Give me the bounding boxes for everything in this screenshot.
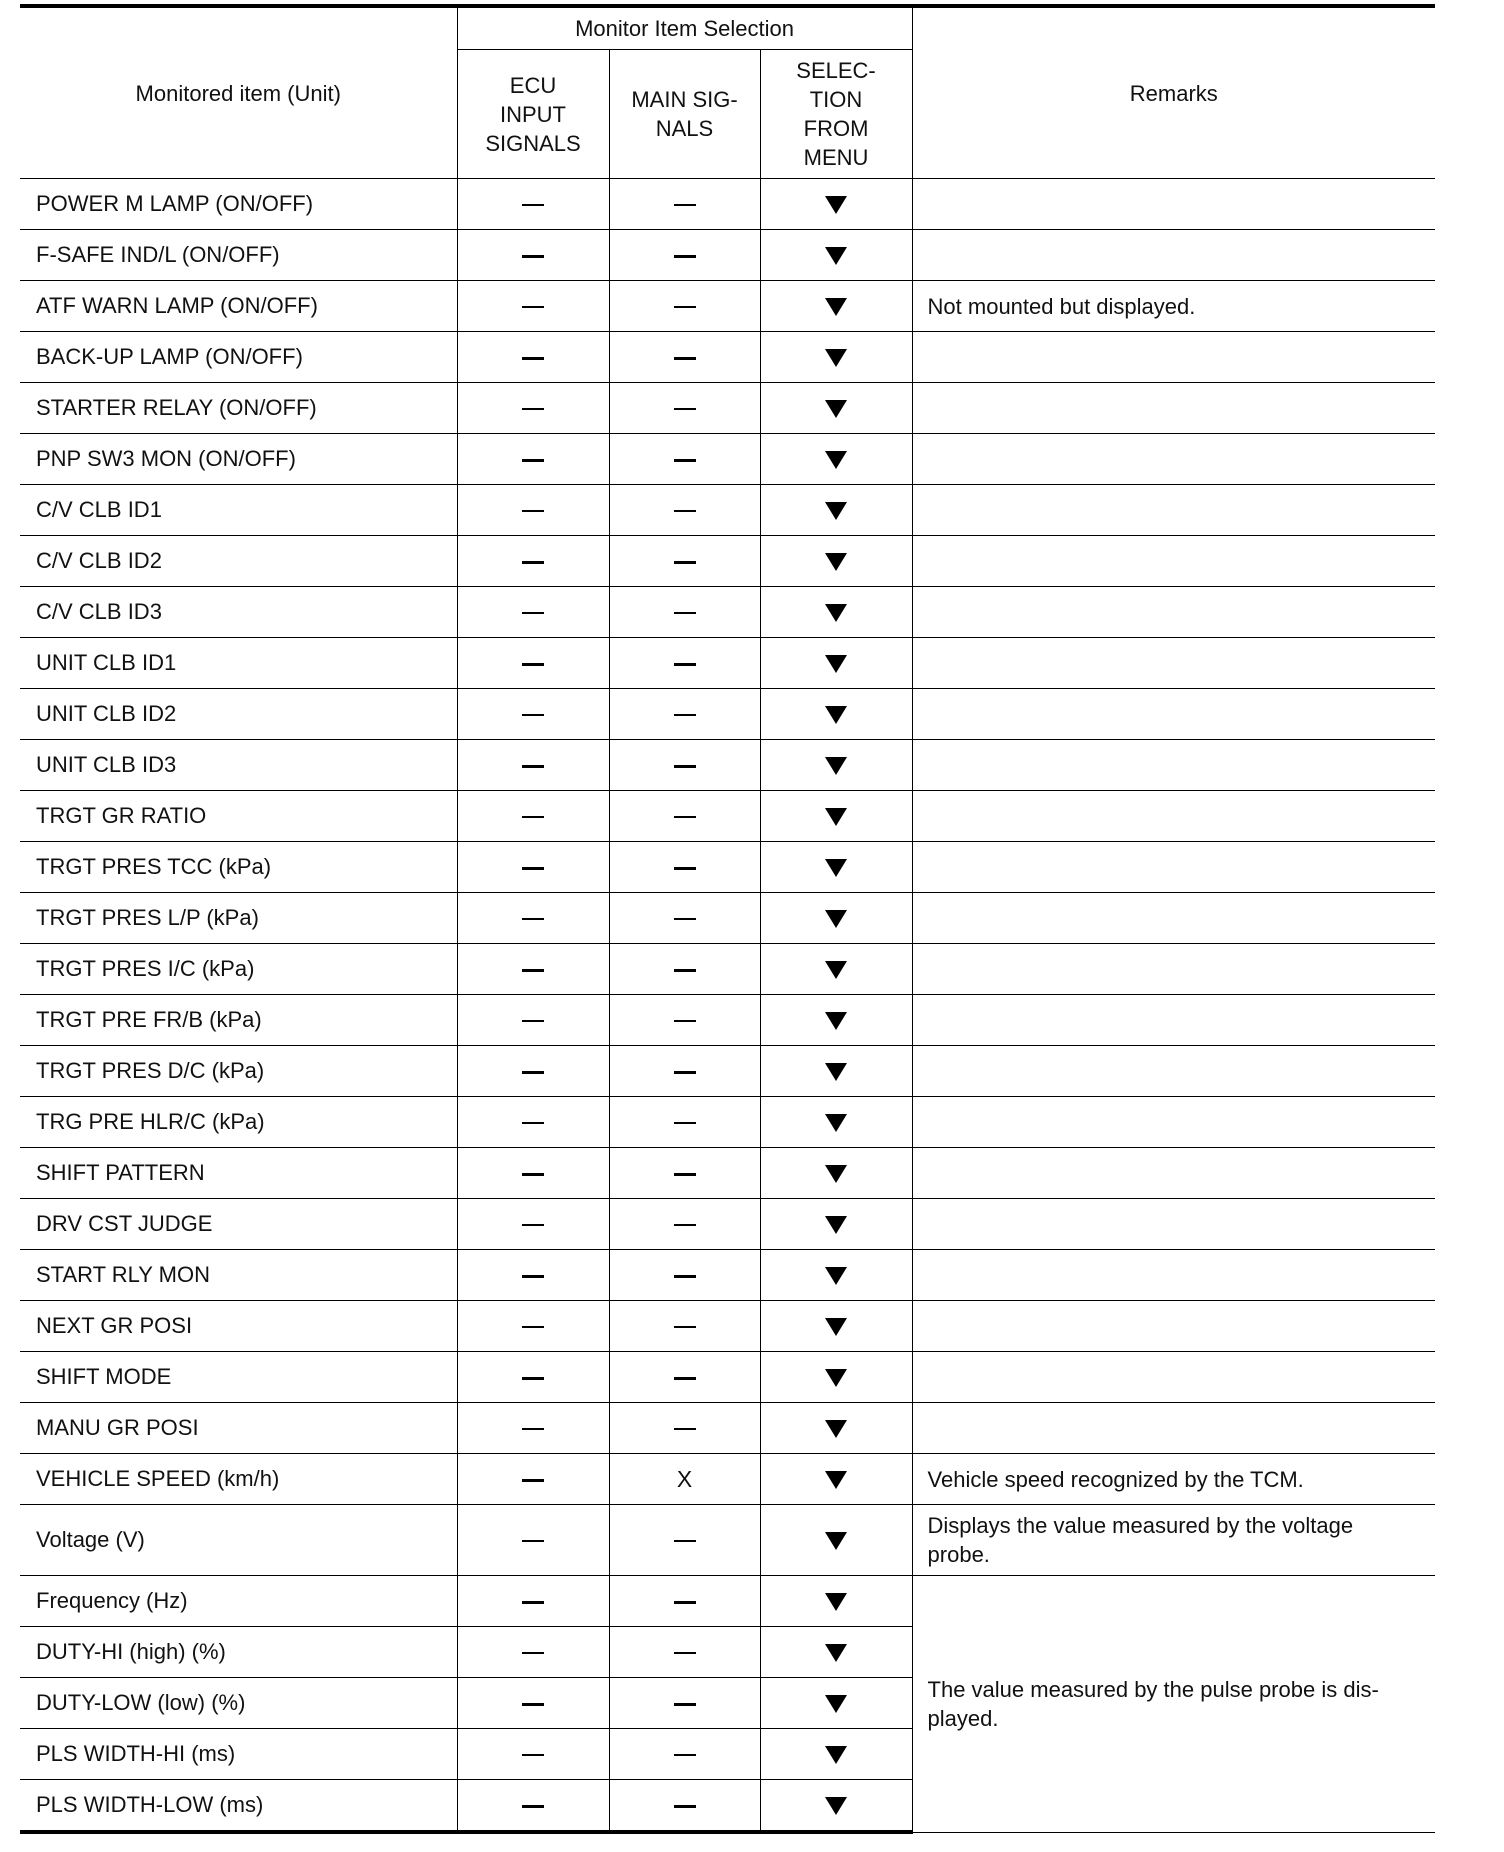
ecu-input-cell: [457, 1403, 609, 1454]
ecu-input-cell: [457, 1301, 609, 1352]
dash-mark: [522, 1754, 544, 1756]
selection-cell: [760, 740, 912, 791]
table-row: [20, 587, 1435, 638]
ecu-input-cell: [457, 689, 609, 740]
selection-cell: [760, 1097, 912, 1148]
dash-mark: [674, 918, 696, 920]
monitor-item-document: [20, 4, 1435, 1834]
down-triangle-icon: [825, 349, 847, 367]
monitored-item-cell: UNIT CLB ID1: [20, 638, 457, 689]
dash-mark: [522, 1020, 544, 1022]
monitored-item-cell: POWER M LAMP (ON/OFF): [20, 179, 457, 230]
ecu-input-cell: [457, 383, 609, 434]
down-triangle-icon: [825, 247, 847, 265]
main-signals-cell: [609, 842, 760, 893]
down-triangle-icon: [825, 502, 847, 520]
main-signals-cell: [609, 230, 760, 281]
dash-mark: [674, 969, 696, 972]
remarks-cell: [912, 485, 1435, 536]
table-row: [20, 1199, 1435, 1250]
table-row: [20, 1454, 1435, 1505]
remarks-cell: [912, 1199, 1435, 1250]
dash-mark: [674, 765, 696, 768]
selection-cell: [760, 1352, 912, 1403]
selection-cell: [760, 1576, 912, 1627]
remarks-cell: [912, 1352, 1435, 1403]
dash-mark: [674, 1377, 696, 1380]
remarks-cell: [912, 995, 1435, 1046]
monitored-item-cell: DUTY-LOW (low) (%): [20, 1678, 457, 1729]
main-signals-cell: [609, 1097, 760, 1148]
table-row: [20, 791, 1435, 842]
dash-mark: [522, 765, 544, 768]
remarks-cell: [912, 638, 1435, 689]
dash-mark: [674, 1805, 696, 1808]
down-triangle-icon: [825, 1318, 847, 1336]
ecu-input-cell: [457, 740, 609, 791]
monitored-item-cell: SHIFT PATTERN: [20, 1148, 457, 1199]
selection-cell: [760, 1729, 912, 1780]
header-monitored-item: Monitored item (Unit): [20, 6, 457, 179]
dash-mark: [522, 1703, 544, 1706]
table-row: [20, 740, 1435, 791]
table-body: [20, 179, 1435, 1833]
main-signals-cell: [609, 1250, 760, 1301]
monitored-item-cell: C/V CLB ID3: [20, 587, 457, 638]
selection-cell: [760, 893, 912, 944]
selection-cell: [760, 434, 912, 485]
dash-mark: [674, 357, 696, 360]
header-selection-label: SELEC- TION FROM MENU: [796, 58, 876, 170]
table-row: [20, 1576, 1435, 1627]
main-signals-cell: [609, 383, 760, 434]
table-row: [20, 1097, 1435, 1148]
ecu-input-cell: [457, 893, 609, 944]
remarks-cell: [912, 740, 1435, 791]
dash-mark: [522, 561, 544, 564]
header-ecu-input-label: ECU INPUT SIGNALS: [485, 72, 581, 156]
monitored-item-cell: TRGT PRES D/C (kPa): [20, 1046, 457, 1097]
dash-mark: [674, 306, 696, 308]
dash-mark: [522, 918, 544, 920]
selection-cell: [760, 1678, 912, 1729]
dash-mark: [674, 204, 696, 206]
down-triangle-icon: [825, 400, 847, 418]
dash-mark: [522, 357, 544, 360]
remarks-cell: [912, 383, 1435, 434]
selection-cell: [760, 1199, 912, 1250]
monitored-item-cell: PNP SW3 MON (ON/OFF): [20, 434, 457, 485]
remarks-cell: [912, 587, 1435, 638]
ecu-input-cell: [457, 1454, 609, 1505]
down-triangle-icon: [825, 196, 847, 214]
monitored-item-cell: STARTER RELAY (ON/OFF): [20, 383, 457, 434]
down-triangle-icon: [825, 757, 847, 775]
monitored-item-cell: MANU GR POSI: [20, 1403, 457, 1454]
dash-mark: [674, 1540, 696, 1542]
main-signals-cell: [609, 1352, 760, 1403]
main-signals-cell: [609, 1403, 760, 1454]
table-row: [20, 1403, 1435, 1454]
dash-mark: [522, 1326, 544, 1328]
dash-mark: [522, 969, 544, 972]
dash-mark: [522, 714, 544, 716]
dash-mark: [522, 1540, 544, 1542]
ecu-input-cell: [457, 1780, 609, 1833]
selection-cell: [760, 383, 912, 434]
dash-mark: [522, 1805, 544, 1808]
header-main-signals-label: MAIN SIG- NALS: [631, 87, 738, 141]
selection-cell: [760, 791, 912, 842]
down-triangle-icon: [825, 1369, 847, 1387]
table-row: [20, 1046, 1435, 1097]
selection-cell: [760, 1627, 912, 1678]
table-row: [20, 638, 1435, 689]
ecu-input-cell: [457, 332, 609, 383]
ecu-input-cell: [457, 1505, 609, 1576]
down-triangle-icon: [825, 553, 847, 571]
down-triangle-icon: [825, 808, 847, 826]
table-row: [20, 383, 1435, 434]
selection-cell: [760, 587, 912, 638]
remarks-cell: [912, 536, 1435, 587]
down-triangle-icon: [825, 1593, 847, 1611]
down-triangle-icon: [825, 1216, 847, 1234]
down-triangle-icon: [825, 1797, 847, 1815]
remarks-cell: [912, 230, 1435, 281]
main-signals-cell: [609, 587, 760, 638]
down-triangle-icon: [825, 1532, 847, 1550]
dash-mark: [674, 714, 696, 716]
main-signals-cell: [609, 434, 760, 485]
dash-mark: [674, 1020, 696, 1022]
monitored-item-cell: UNIT CLB ID3: [20, 740, 457, 791]
ecu-input-cell: [457, 1352, 609, 1403]
dash-mark: [674, 1326, 696, 1328]
selection-cell: [760, 1148, 912, 1199]
monitor-item-table: [20, 4, 1435, 1834]
dash-mark: [674, 867, 696, 870]
table-row: [20, 281, 1435, 332]
remarks-cell: [912, 1403, 1435, 1454]
down-triangle-icon: [825, 1644, 847, 1662]
remarks-cell: Not mounted but displayed.: [912, 281, 1435, 332]
table-row: [20, 179, 1435, 230]
down-triangle-icon: [825, 859, 847, 877]
down-triangle-icon: [825, 1165, 847, 1183]
down-triangle-icon: [825, 1420, 847, 1438]
down-triangle-icon: [825, 1063, 847, 1081]
dash-mark: [522, 306, 544, 308]
selection-cell: [760, 281, 912, 332]
ecu-input-cell: [457, 1678, 609, 1729]
table-header: [20, 6, 1435, 179]
x-mark: X: [676, 1465, 693, 1492]
header-monitor-item-selection: Monitor Item Selection: [457, 6, 912, 50]
down-triangle-icon: [825, 1267, 847, 1285]
dash-mark: [522, 816, 544, 818]
ecu-input-cell: [457, 281, 609, 332]
main-signals-cell: [609, 485, 760, 536]
selection-cell: [760, 1454, 912, 1505]
dash-mark: [674, 816, 696, 818]
main-signals-cell: [609, 1576, 760, 1627]
header-main-signals: [609, 50, 760, 179]
remarks-cell: [912, 1148, 1435, 1199]
dash-mark: [522, 612, 544, 614]
main-signals-cell: [609, 1729, 760, 1780]
ecu-input-cell: [457, 638, 609, 689]
remarks-cell: [912, 842, 1435, 893]
ecu-input-cell: [457, 1729, 609, 1780]
header-selection-from-menu: [760, 50, 912, 179]
table-row: [20, 485, 1435, 536]
table-row: [20, 944, 1435, 995]
monitored-item-cell: TRGT GR RATIO: [20, 791, 457, 842]
table-row: [20, 1301, 1435, 1352]
main-signals-cell: [609, 1678, 760, 1729]
header-ecu-input-signals: [457, 50, 609, 179]
table-row: [20, 332, 1435, 383]
down-triangle-icon: [825, 910, 847, 928]
selection-cell: [760, 1505, 912, 1576]
dash-mark: [522, 1428, 544, 1430]
dash-mark: [674, 663, 696, 666]
down-triangle-icon: [825, 1114, 847, 1132]
down-triangle-icon: [825, 451, 847, 469]
down-triangle-icon: [825, 604, 847, 622]
ecu-input-cell: [457, 434, 609, 485]
monitored-item-cell: C/V CLB ID1: [20, 485, 457, 536]
remarks-cell: [912, 1097, 1435, 1148]
table-row: [20, 689, 1435, 740]
ecu-input-cell: [457, 179, 609, 230]
main-signals-cell: [609, 1454, 760, 1505]
table-row: [20, 1352, 1435, 1403]
dash-mark: [674, 1652, 696, 1654]
ecu-input-cell: [457, 791, 609, 842]
selection-cell: [760, 485, 912, 536]
ecu-input-cell: [457, 1046, 609, 1097]
selection-cell: [760, 536, 912, 587]
table-row: [20, 230, 1435, 281]
main-signals-cell: [609, 179, 760, 230]
monitored-item-cell: C/V CLB ID2: [20, 536, 457, 587]
down-triangle-icon: [825, 1012, 847, 1030]
selection-cell: [760, 230, 912, 281]
monitored-item-cell: DRV CST JUDGE: [20, 1199, 457, 1250]
dash-mark: [674, 408, 696, 410]
dash-mark: [674, 255, 696, 258]
ecu-input-cell: [457, 995, 609, 1046]
ecu-input-cell: [457, 944, 609, 995]
dash-mark: [522, 1071, 544, 1074]
ecu-input-cell: [457, 485, 609, 536]
ecu-input-cell: [457, 230, 609, 281]
dash-mark: [522, 663, 544, 666]
dash-mark: [522, 255, 544, 258]
dash-mark: [522, 1601, 544, 1604]
dash-mark: [674, 1703, 696, 1706]
ecu-input-cell: [457, 1250, 609, 1301]
dash-mark: [674, 1122, 696, 1124]
dash-mark: [522, 459, 544, 462]
main-signals-cell: [609, 1148, 760, 1199]
ecu-input-cell: [457, 1627, 609, 1678]
ecu-input-cell: [457, 1097, 609, 1148]
remarks-cell: [912, 791, 1435, 842]
monitored-item-cell: F-SAFE IND/L (ON/OFF): [20, 230, 457, 281]
remarks-cell: [912, 1301, 1435, 1352]
table-row: [20, 1505, 1435, 1576]
dash-mark: [522, 408, 544, 410]
monitored-item-cell: TRGT PRE FR/B (kPa): [20, 995, 457, 1046]
table-row: [20, 1250, 1435, 1301]
header-remarks: Remarks: [912, 6, 1435, 179]
table-row: [20, 434, 1435, 485]
selection-cell: [760, 842, 912, 893]
monitored-item-cell: Voltage (V): [20, 1505, 457, 1576]
remarks-cell: [912, 689, 1435, 740]
main-signals-cell: [609, 638, 760, 689]
selection-cell: [760, 1250, 912, 1301]
monitored-item-cell: DUTY-HI (high) (%): [20, 1627, 457, 1678]
dash-mark: [522, 1652, 544, 1654]
dash-mark: [522, 204, 544, 206]
selection-cell: [760, 638, 912, 689]
main-signals-cell: [609, 1046, 760, 1097]
dash-mark: [674, 612, 696, 614]
remarks-cell: [912, 893, 1435, 944]
main-signals-cell: [609, 332, 760, 383]
dash-mark: [522, 867, 544, 870]
dash-mark: [522, 1122, 544, 1124]
monitored-item-cell: ATF WARN LAMP (ON/OFF): [20, 281, 457, 332]
dash-mark: [522, 1173, 544, 1176]
main-signals-cell: [609, 1199, 760, 1250]
down-triangle-icon: [825, 298, 847, 316]
down-triangle-icon: [825, 1471, 847, 1489]
ecu-input-cell: [457, 587, 609, 638]
monitored-item-cell: START RLY MON: [20, 1250, 457, 1301]
selection-cell: [760, 995, 912, 1046]
down-triangle-icon: [825, 1746, 847, 1764]
remarks-cell: [912, 434, 1435, 485]
table-row: [20, 995, 1435, 1046]
selection-cell: [760, 944, 912, 995]
monitored-item-cell: VEHICLE SPEED (km/h): [20, 1454, 457, 1505]
dash-mark: [522, 1224, 544, 1226]
main-signals-cell: [609, 944, 760, 995]
dash-mark: [674, 561, 696, 564]
main-signals-cell: [609, 1627, 760, 1678]
down-triangle-icon: [825, 655, 847, 673]
monitored-item-cell: TRGT PRES I/C (kPa): [20, 944, 457, 995]
monitored-item-cell: SHIFT MODE: [20, 1352, 457, 1403]
table-row: [20, 1148, 1435, 1199]
remarks-cell: [912, 1250, 1435, 1301]
selection-cell: [760, 1403, 912, 1454]
dash-mark: [674, 510, 696, 512]
monitored-item-cell: TRG PRE HLR/C (kPa): [20, 1097, 457, 1148]
down-triangle-icon: [825, 1695, 847, 1713]
monitored-item-cell: TRGT PRES TCC (kPa): [20, 842, 457, 893]
monitored-item-cell: UNIT CLB ID2: [20, 689, 457, 740]
main-signals-cell: [609, 689, 760, 740]
table-row: [20, 893, 1435, 944]
dash-mark: [674, 1173, 696, 1176]
selection-cell: [760, 332, 912, 383]
main-signals-cell: [609, 1505, 760, 1576]
dash-mark: [674, 1071, 696, 1074]
selection-cell: [760, 1046, 912, 1097]
main-signals-cell: [609, 281, 760, 332]
selection-cell: [760, 179, 912, 230]
monitored-item-cell: BACK-UP LAMP (ON/OFF): [20, 332, 457, 383]
monitored-item-cell: NEXT GR POSI: [20, 1301, 457, 1352]
ecu-input-cell: [457, 1576, 609, 1627]
remarks-cell: [912, 179, 1435, 230]
ecu-input-cell: [457, 842, 609, 893]
dash-mark: [522, 1377, 544, 1380]
down-triangle-icon: [825, 961, 847, 979]
main-signals-cell: [609, 791, 760, 842]
ecu-input-cell: [457, 536, 609, 587]
remarks-cell: Displays the value measured by the voltage probe.: [912, 1505, 1435, 1576]
main-signals-cell: [609, 1780, 760, 1833]
selection-cell: [760, 1780, 912, 1833]
ecu-input-cell: [457, 1199, 609, 1250]
dash-mark: [522, 510, 544, 512]
dash-mark: [674, 1224, 696, 1226]
ecu-input-cell: [457, 1148, 609, 1199]
selection-cell: [760, 1301, 912, 1352]
table-row: [20, 842, 1435, 893]
remarks-cell: Vehicle speed recognized by the TCM.: [912, 1454, 1435, 1505]
main-signals-cell: [609, 1301, 760, 1352]
main-signals-cell: [609, 740, 760, 791]
dash-mark: [674, 459, 696, 462]
table-row: [20, 536, 1435, 587]
down-triangle-icon: [825, 706, 847, 724]
monitored-item-cell: TRGT PRES L/P (kPa): [20, 893, 457, 944]
main-signals-cell: [609, 536, 760, 587]
monitored-item-cell: Frequency (Hz): [20, 1576, 457, 1627]
monitored-item-cell: PLS WIDTH-LOW (ms): [20, 1780, 457, 1833]
main-signals-cell: [609, 995, 760, 1046]
remarks-cell: [912, 332, 1435, 383]
dash-mark: [674, 1275, 696, 1278]
remarks-cell: The value measured by the pulse probe is dis- played.: [912, 1576, 1435, 1833]
dash-mark: [674, 1754, 696, 1756]
dash-mark: [522, 1479, 544, 1482]
remarks-cell: [912, 1046, 1435, 1097]
dash-mark: [674, 1601, 696, 1604]
dash-mark: [674, 1428, 696, 1430]
selection-cell: [760, 689, 912, 740]
dash-mark: [522, 1275, 544, 1278]
monitored-item-cell: PLS WIDTH-HI (ms): [20, 1729, 457, 1780]
remarks-cell: [912, 944, 1435, 995]
main-signals-cell: [609, 893, 760, 944]
